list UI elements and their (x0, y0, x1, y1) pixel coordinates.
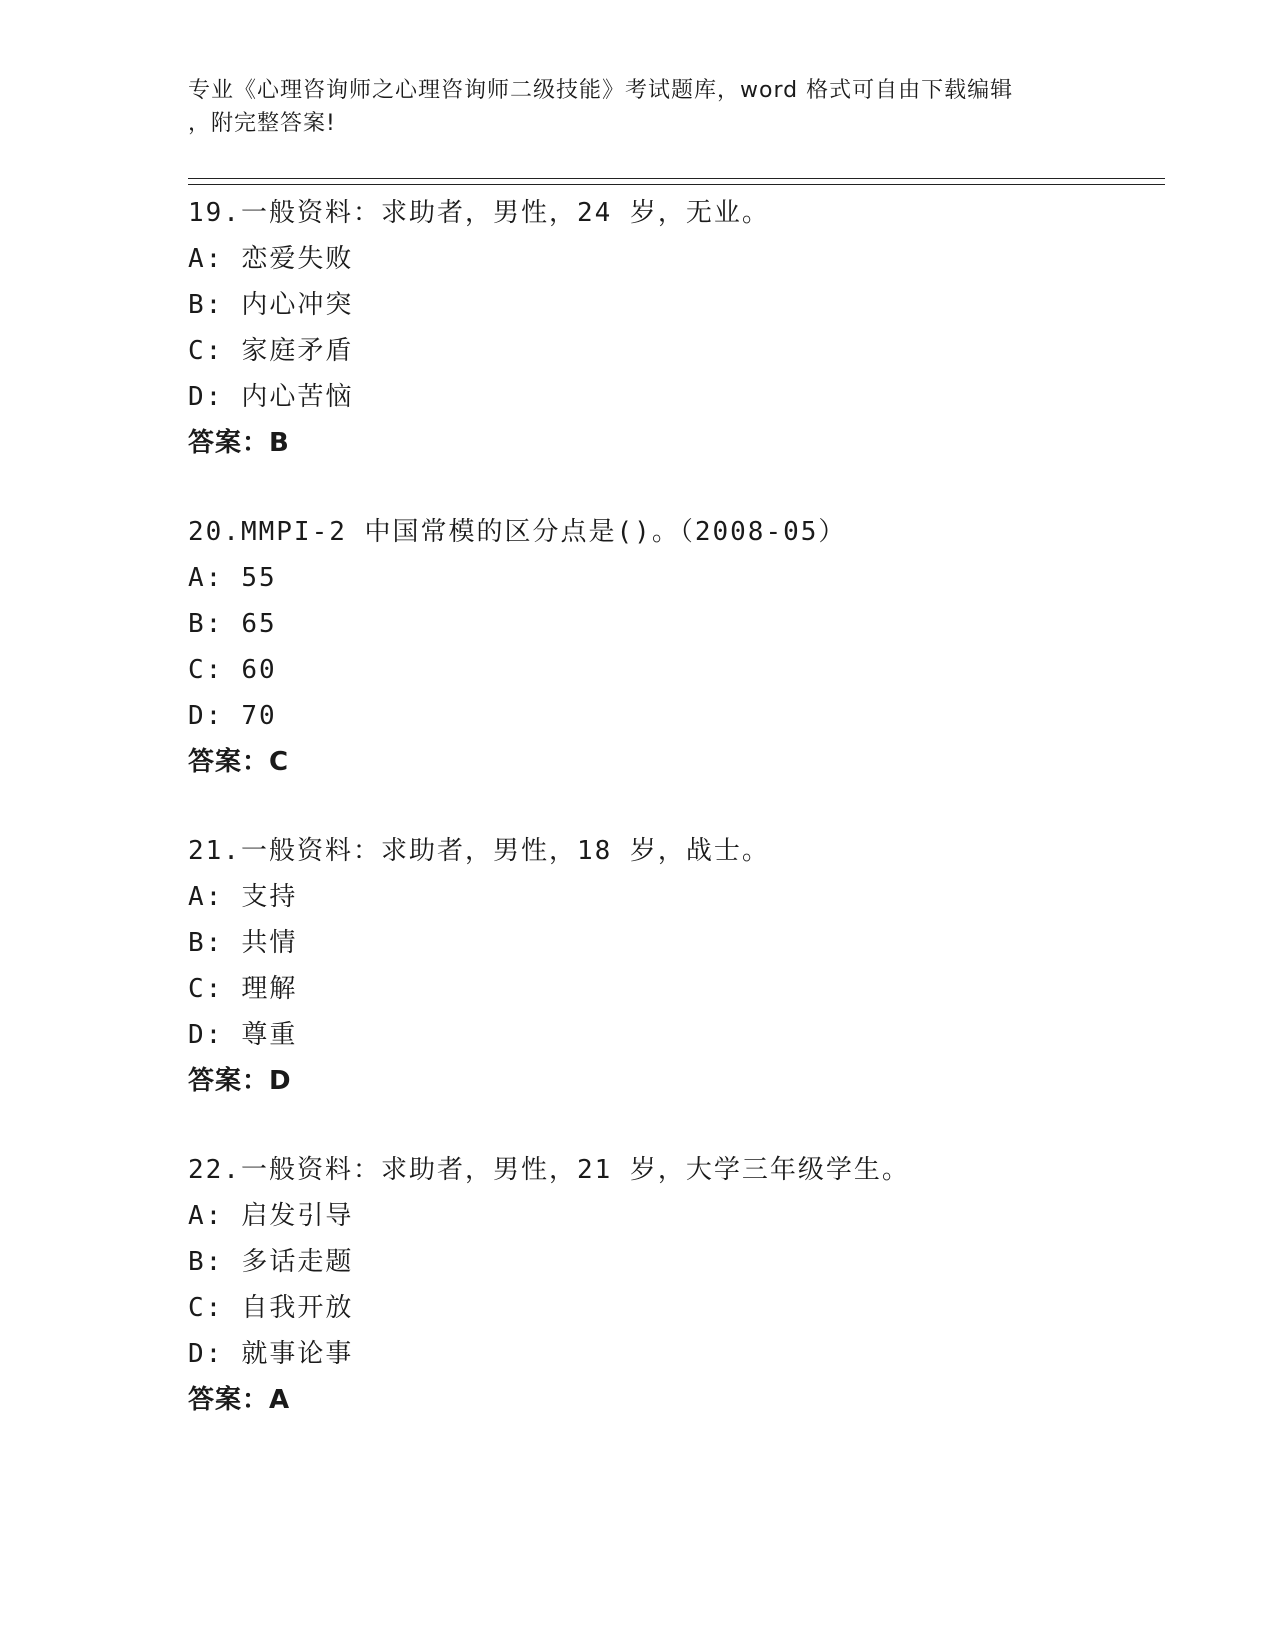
answer-line: 答案：C (188, 747, 290, 777)
question-20 (188, 509, 1165, 785)
option-c (188, 1285, 1165, 1331)
option-text: 就事论事 (241, 1339, 354, 1369)
option-key: B: (188, 928, 224, 958)
option-text: 共情 (241, 928, 298, 958)
option-a (188, 236, 1165, 282)
option-a (188, 874, 1165, 920)
option-text: 理解 (241, 974, 298, 1004)
option-key: D: (188, 382, 224, 412)
option-text: 55 (241, 563, 277, 593)
option-c (188, 647, 1165, 693)
header-divider-bottom (188, 184, 1165, 185)
option-key: D: (188, 701, 224, 731)
option-key: B: (188, 290, 224, 320)
option-d (188, 1012, 1165, 1058)
option-d (188, 374, 1165, 420)
option-b (188, 601, 1165, 647)
question-list (188, 190, 1165, 1423)
option-key: C: (188, 655, 224, 685)
option-d (188, 1331, 1165, 1377)
option-key: A: (188, 882, 224, 912)
option-d (188, 693, 1165, 739)
option-text: 内心冲突 (241, 290, 354, 320)
question-stem: 22.一般资料：求助者，男性，21 岁，大学三年级学生。 (188, 1155, 910, 1185)
option-a (188, 555, 1165, 601)
question-stem: 20.MMPI-2 中国常模的区分点是()。（2008-05） (188, 517, 847, 547)
option-text: 60 (241, 655, 277, 685)
answer-line: 答案：B (188, 428, 290, 458)
option-a (188, 1193, 1165, 1239)
option-key: A: (188, 563, 224, 593)
option-text: 启发引导 (241, 1201, 354, 1231)
option-key: C: (188, 336, 224, 366)
question-stem: 21.一般资料：求助者，男性，18 岁，战士。 (188, 836, 770, 866)
question-19 (188, 190, 1165, 466)
option-c (188, 966, 1165, 1012)
header-line-2: ，附完整答案! (188, 111, 336, 136)
option-text: 自我开放 (241, 1293, 354, 1323)
option-text: 65 (241, 609, 277, 639)
option-text: 家庭矛盾 (241, 336, 354, 366)
question-21 (188, 828, 1165, 1104)
option-text: 70 (241, 701, 277, 731)
option-key: C: (188, 1293, 224, 1323)
option-text: 多话走题 (241, 1247, 354, 1277)
question-stem: 19.一般资料：求助者，男性，24 岁，无业。 (188, 198, 770, 228)
option-key: D: (188, 1339, 224, 1369)
option-b (188, 920, 1165, 966)
option-text: 尊重 (241, 1020, 298, 1050)
question-22 (188, 1147, 1165, 1423)
option-b (188, 282, 1165, 328)
option-text: 支持 (241, 882, 298, 912)
option-key: A: (188, 244, 224, 274)
option-key: A: (188, 1201, 224, 1231)
option-c (188, 328, 1165, 374)
document-header (188, 74, 1088, 140)
option-key: B: (188, 1247, 224, 1277)
option-text: 内心苦恼 (241, 382, 354, 412)
option-key: C: (188, 974, 224, 1004)
answer-line: 答案：A (188, 1385, 291, 1415)
option-b (188, 1239, 1165, 1285)
answer-line: 答案：D (188, 1066, 292, 1096)
option-key: D: (188, 1020, 224, 1050)
option-text: 恋爱失败 (241, 244, 354, 274)
header-line-1: 专业《心理咨询师之心理咨询师二级技能》考试题库，word 格式可自由下载编辑 (188, 78, 1014, 103)
option-key: B: (188, 609, 224, 639)
header-divider-top (188, 178, 1165, 179)
